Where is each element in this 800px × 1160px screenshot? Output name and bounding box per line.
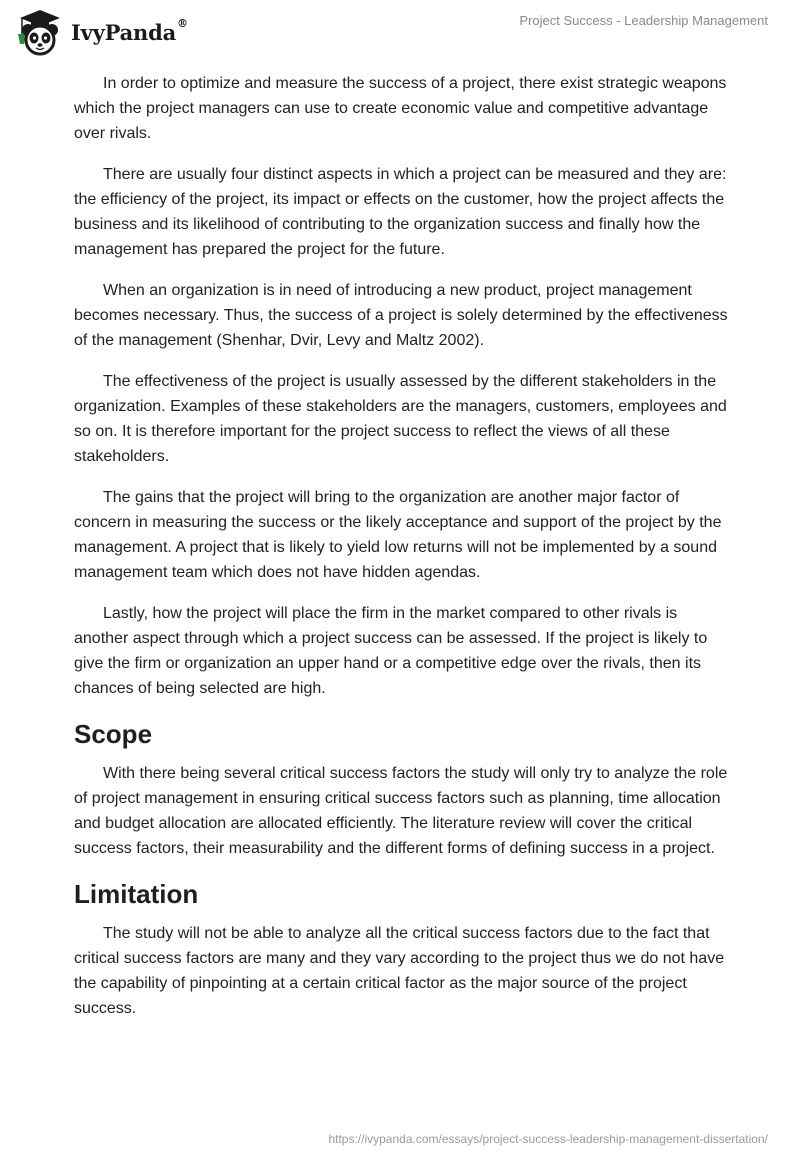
brand-name: IvyPanda® [71, 16, 188, 45]
paragraph: In order to optimize and measure the success of a project, there exist strategic weapons which the project managers can use to create economic value and competitive advantage over rivals. [74, 75, 727, 142]
document-title: Project Success - Leadership Management [519, 13, 768, 28]
source-url[interactable]: https://ivypanda.com/essays/project-success-leadership-management-dissertation/ [328, 1132, 768, 1146]
paragraph: Lastly, how the project will place the firm in the market compared to other rivals is another aspect through which a project success can be assessed. If the project is likely to give the firm or organization an upper hand or a competitive edge over the rivals, then its chances of being selected are high. [74, 605, 708, 697]
paragraph: There are usually four distinct aspects in which a project can be measured and they are: the efficiency of the project, its impact or effects on the customer, how the project affects the business and its likelihood of contributing to the organization success and finally how the management has prepared the project for the future. [74, 166, 727, 258]
paragraph: The effectiveness of the project is usually assessed by the different stakeholders in the organization. Examples of these stakeholders are the managers, customers, employees and so on. It is therefore important for the project success to reflect the views of all these stakeholders. [74, 373, 727, 465]
essay-content [74, 71, 734, 1037]
scope-heading: Scope [74, 719, 153, 749]
limitation-heading: Limitation [74, 879, 199, 909]
ivypanda-logo[interactable] [14, 8, 188, 56]
page-header [0, 0, 800, 62]
paragraph: The gains that the project will bring to the organization are another major factor of concern in measuring the success or the likely acceptance and support of the project by the management. A project that is likely to yield low returns will not be implemented by a sound management team which does not have hidden agendas. [74, 489, 722, 581]
limitation-paragraph: The study will not be able to analyze all the critical success factors due to the fact that critical success factors are many and they vary according to the project thus we do not have the capability of pinpointing at a certain critical factor as the major source of the project success. [74, 925, 725, 1017]
scope-paragraph: With there being several critical success factors the study will only try to analyze the role of project management in ensuring critical success factors such as planning, time allocation and budget allocation are allocated efficiently. The literature review will cover the critical success factors, their measurability and the different forms of defining success in a project. [74, 765, 728, 857]
paragraph: When an organization is in need of introducing a new product, project management becomes necessary. Thus, the success of a project is solely determined by the effectiveness of the management (Shenhar, Dvir, Levy and Maltz 2002). [74, 282, 728, 349]
panda-graduation-cap-icon [14, 8, 66, 56]
